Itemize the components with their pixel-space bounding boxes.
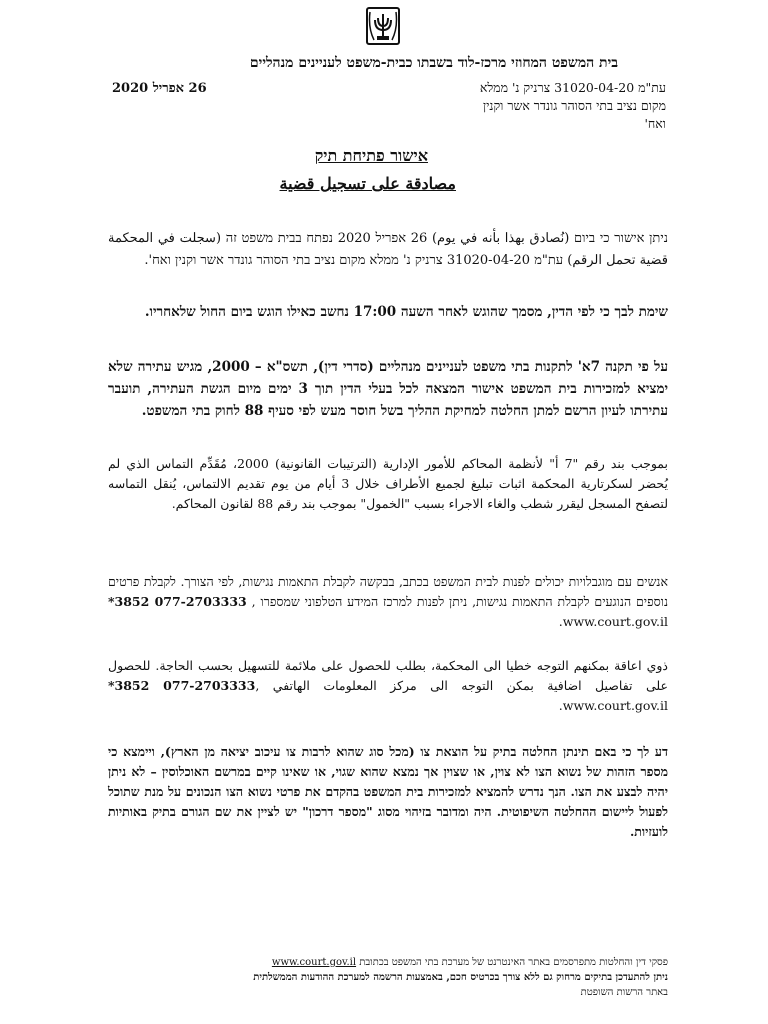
opening-confirmation-paragraph: ניתן אישור כי ביום (نُصادق بهذا بأنه في يوم) 26 אפריל 2020 נפתח בבית משפט זה (سجلت في المحكمة قضية تحمل الرقم) עת"מ 31020-04-20 צרניק נ' ממלא מקום נציב בתי הסוהר גונדר אשר וקנין ואח'. <box>108 231 668 268</box>
accessibility-contact-text: לקבלת פרטים נוספים הנוגעים לקבלת התאמות נגישות, ניתן לפנות למרכז המידע הטלפוני שמספרו <box>108 574 669 609</box>
accessibility-text-arabic: ذوي اعاقة بمكنهم التوجه خطيا الى المحكمة، بطلب للحصول على ملائمة للتسهيل بحسب الحاجة. <box>155 658 668 673</box>
footer-publication-text: פסקי דין והחלטות מתפרסמים באתר האינטרנט של מערכת בתי המשפט בכתובת <box>359 957 668 968</box>
accessibility-notice-arabic: ذوي اعاقة بمكنهم التوجه خطيا الى المحكمة، بطلب للحصول على ملائمة للتسهيل بحسب الحاجة. للحصول على تفاصيل اضافية بمكن التوجه الى مركز المعلومات الهاتفي *3852 077-2703333, www.court.gov.il. <box>108 658 669 713</box>
case-parties-cont: ואח' <box>644 116 666 131</box>
accessibility-notice-hebrew: אנשים עם מוגבלויות יכולים לפנות לבית המשפט בכתב, בבקשה לקבלת התאמות נגישות, לפי הצורך. לקבלת פרטים נוספים הנוגעים לקבלת התאמות נגישות, ניתן לפנות למרכז המידע הטלפוני שמספרו *3852 077-2703333 , www.court.gov.il. <box>108 574 669 629</box>
order-notice-paragraph: דע לך כי באם תינתן החלטה בתיק על הוצאת צו (מכל סוג שהוא לרבות צו עיכוב יציאה מן הארץ), ויימצא כי מספר הזהות של נשוא הצו לא צוין, או שצוין אך נמצא שהוא שגוי, או שאינו קיים במרשם האוכלוסין – לא ניתן יהיה לבצע את הצו. הנך נדרש להמציא למזכירות בית המשפט בהקדם את פרטי נשוא הצו הנכונים על מנת שתוכל לפעול ליישום ההחלטה השיפוטית. היה ומדובר בזיהוי מסוג "מספר דרכון" יש לציין את שם הגורם בתיק באותיות לועזיות. <box>108 744 668 839</box>
footer-website-link[interactable]: www.court.gov.il <box>271 957 357 968</box>
state-emblem-icon <box>364 6 402 46</box>
regulation-notice-hebrew: על פי תקנה 7א' לתקנות בתי משפט לעניינים מנהליים (סדרי דין), תשס"א – 2000, מגיש עתירה שלא ימציא למזכירות בית המשפט אישור המצאה לכל בעלי הדין תוך 3 ימים מיום הגשת העתירה, תועבר עתירתו לעיון הרשם למתן החלטה למחיקת ההליך בשל חוסר מעש לפי סעיף 88 לחוק בתי המשפט. <box>108 359 668 419</box>
page-title-arabic: مصادقة على تسجيل قضية <box>279 174 456 193</box>
phone-number-arabic: *3852 077-2703333 <box>108 678 256 693</box>
document-date: 26 אפריל 2020 <box>112 81 207 96</box>
footer-notes <box>108 955 668 1000</box>
accessibility-contact-text-arabic: للحصول على تفاصيل اضافية بمكن التوجه الى مركز المعلومات الهاتفي <box>108 658 669 693</box>
footer-line-publication <box>108 955 668 970</box>
page-title: אישור פתיחת תיק <box>314 146 428 165</box>
phone-number: *3852 077-2703333 <box>108 594 247 609</box>
court-website-link[interactable]: www.court.gov.il <box>562 614 668 629</box>
accessibility-text: אנשים עם מוגבלויות יכולים לפנות לבית המשפט בכתב, בבקשה לקבלת התאמות נגישות, לפי הצורך. <box>180 574 668 589</box>
filing-time-notice: שימת לבך כי לפי הדין, מסמך שהוגש לאחר השעה 17:00 נחשב כאילו הוגש ביום החול שלאחריו. <box>144 304 668 320</box>
case-parties: מקום נציב בתי הסוהר גונדר אשר וקנין <box>482 98 666 113</box>
court-name: בית המשפט המחוזי מרכז-לוד בשבתו כבית-משפט לעניינים מנהליים <box>249 55 618 71</box>
footer-line-authority: באתר הרשות השופטת <box>580 987 668 998</box>
footer-line-updates: ניתן להתעדכן בתיקים מרחוק גם ללא צורך בכרטיס חכם, באמצעות הרשמה למערכת ההודעות הממשלתית <box>253 972 668 983</box>
regulation-notice-arabic: بموجب بند رقم "7 أ" لأنظمة المحاكم للأمور الإدارية (الترتيبات القانونية) 2000، مُقَدِّم التماس الذي لم يُحضر لسكرتارية المحكمة اثبات تبليغ لجميع الأطراف خلال 3 أيام من يوم تقديم الالتماس، يُنقل التماسه لتصفح المسجل ليقرر شطب والغاء الاجراء بسبب "الخمول" بموجب بند رقم 88 لقانون المحاكم. <box>108 456 668 511</box>
case-number: עת"מ 31020-04-20 צרניק נ' ממלא <box>479 80 666 95</box>
court-website-link-arabic[interactable]: www.court.gov.il <box>562 698 668 713</box>
